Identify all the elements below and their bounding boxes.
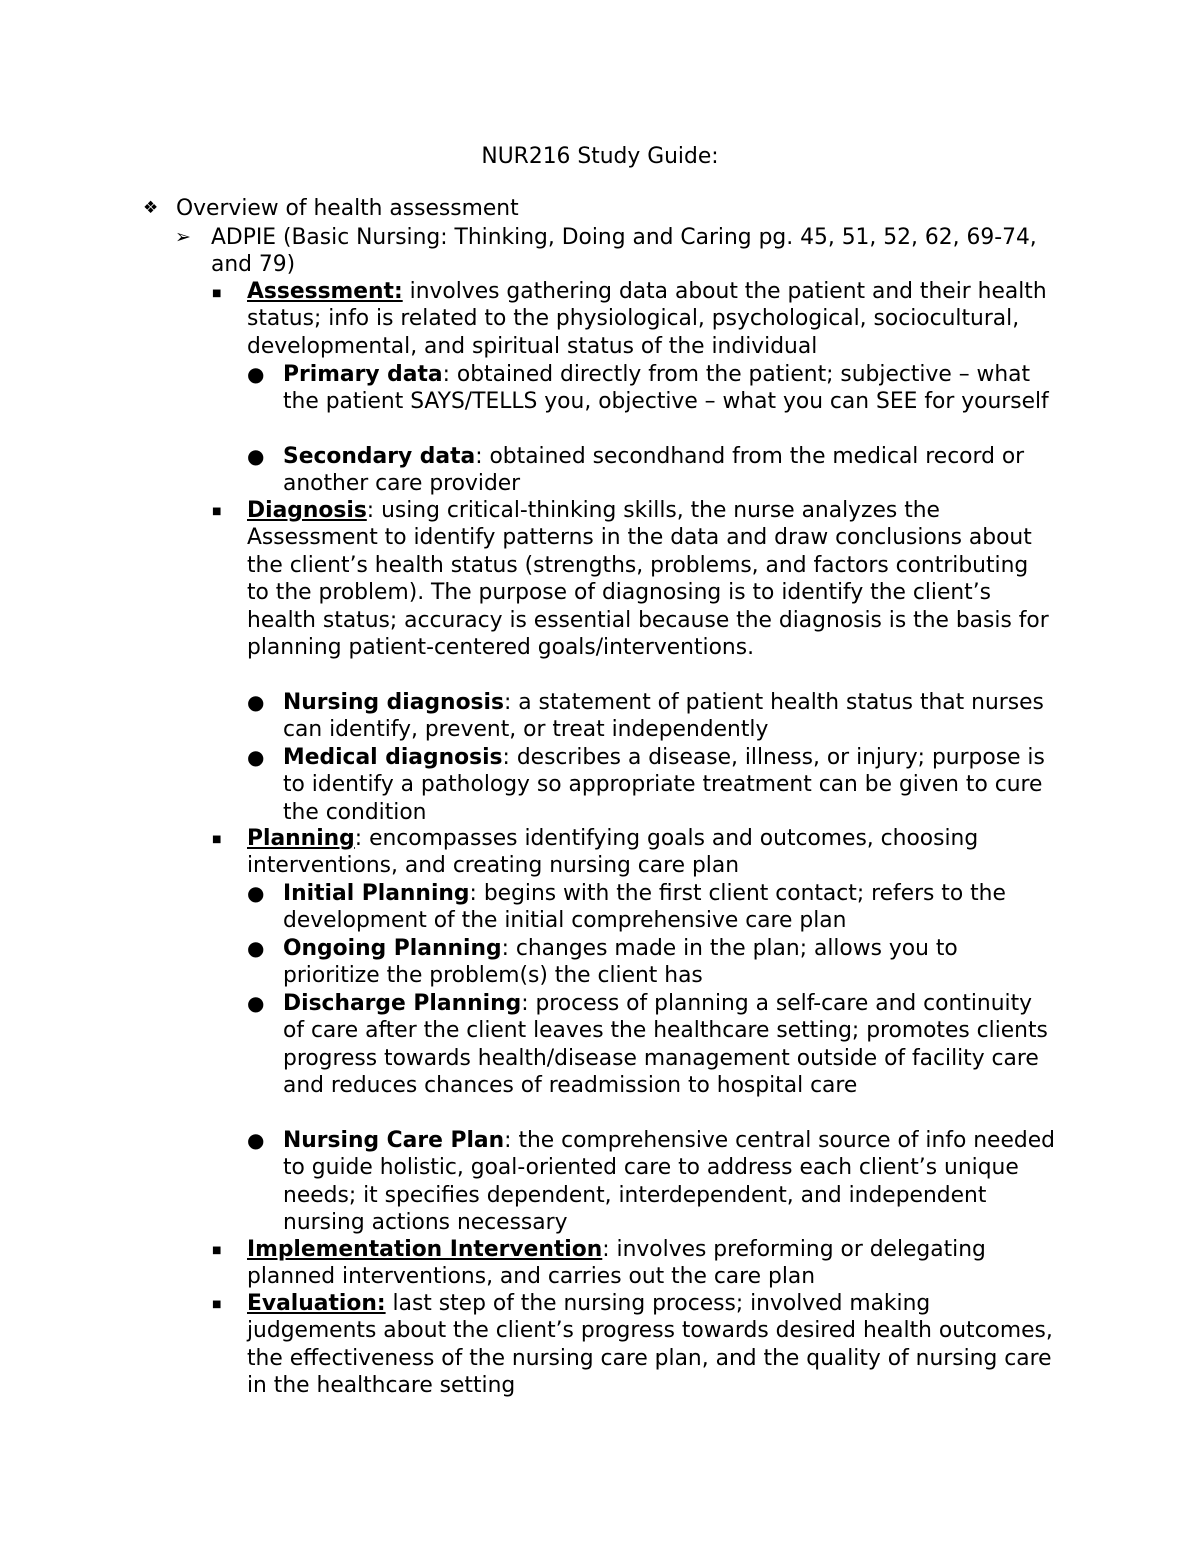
- square-bullet-icon: ■: [212, 834, 222, 845]
- secondary-data-item: [283, 443, 1058, 498]
- ongoing-planning-text: : changes made in the plan; allows you to prioritize the problem(s) the client has: [283, 936, 958, 989]
- planning-text: : encompasses identifying goals and outcomes, choosing interventions, and creating nursing care plan: [247, 826, 979, 879]
- discharge-planning-item: [283, 990, 1058, 1100]
- square-bullet-icon: ■: [212, 1245, 222, 1256]
- primary-data-term: Primary data: [283, 362, 443, 387]
- medical-diagnosis-term: Medical diagnosis: [283, 745, 503, 770]
- diamond-bullet-icon: ❖: [143, 198, 159, 218]
- adpie-item: ADPIE (Basic Nursing: Thinking, Doing and Caring pg. 45, 51, 52, 62, 69-74, and 79): [211, 225, 1037, 278]
- dot-bullet-icon: ●: [247, 936, 265, 960]
- discharge-planning-term: Discharge Planning: [283, 991, 522, 1016]
- nursing-care-plan-item: [283, 1127, 1058, 1237]
- assessment-item: [247, 278, 1057, 360]
- square-bullet-icon: ■: [212, 288, 222, 299]
- diagnosis-text: : using critical-thinking skills, the nurse analyzes the Assessment to identify patterns in the data and draw conclusions about the client’s health status (strengths, problems, and factors contributing to the problem). The purpose of diagnosing is to identify the client’s health status; accuracy is essential because the diagnosis is the basis for planning patient-centered goals/interventions.: [247, 498, 1049, 661]
- medical-diagnosis-item: [283, 744, 1058, 826]
- dot-bullet-icon: ●: [247, 444, 265, 468]
- ongoing-planning-term: Ongoing Planning: [283, 936, 502, 961]
- planning-term: Planning: [247, 826, 355, 851]
- dot-bullet-icon: ●: [247, 881, 265, 905]
- discharge-planning-text: : process of planning a self-care and continuity of care after the client leaves the healthcare setting; promotes clients progress towards health/disease management outside of facility care and reduces chances of readmission to hospital care: [283, 991, 1048, 1099]
- overview-heading: Overview of health assessment: [176, 196, 519, 221]
- diagnosis-item: [247, 497, 1057, 661]
- square-bullet-icon: ■: [212, 506, 222, 517]
- primary-data-item: [283, 361, 1058, 416]
- implementation-term: Implementation Intervention: [247, 1237, 603, 1262]
- diagnosis-term: Diagnosis: [247, 498, 367, 523]
- assessment-text: involves gathering data about the patient and their health status; info is related to the physiological, psychological, sociocultural, developmental, and spiritual status of the individual: [247, 279, 1047, 359]
- square-bullet-icon: ■: [212, 1299, 222, 1310]
- dot-bullet-icon: ●: [247, 745, 265, 769]
- dot-bullet-icon: ●: [247, 690, 265, 714]
- medical-diagnosis-text: : describes a disease, illness, or injury; purpose is to identify a pathology so appropriate treatment can be given to cure the condition: [283, 745, 1045, 825]
- initial-planning-term: Initial Planning: [283, 881, 470, 906]
- nursing-diagnosis-term: Nursing diagnosis: [283, 690, 504, 715]
- ongoing-planning-item: [283, 935, 1058, 990]
- nursing-diagnosis-item: [283, 689, 1058, 744]
- secondary-data-term: Secondary data: [283, 444, 476, 469]
- secondary-data-text: : obtained secondhand from the medical record or another care provider: [283, 444, 1025, 497]
- dot-bullet-icon: ●: [247, 991, 265, 1015]
- evaluation-term: Evaluation:: [247, 1291, 386, 1316]
- nursing-diagnosis-text: : a statement of patient health status that nurses can identify, prevent, or treat independently: [283, 690, 1044, 743]
- dot-bullet-icon: ●: [247, 1128, 265, 1152]
- assessment-term: Assessment:: [247, 279, 403, 304]
- initial-planning-text: : begins with the first client contact; refers to the development of the initial comprehensive care plan: [283, 881, 1006, 934]
- implementation-item: [247, 1236, 1057, 1291]
- dot-bullet-icon: ●: [247, 362, 265, 386]
- initial-planning-item: [283, 880, 1058, 935]
- evaluation-item: [247, 1290, 1057, 1400]
- evaluation-text: last step of the nursing process; involved making judgements about the client’s progress towards desired health outcomes, the effectiveness of the nursing care plan, and the quality of nursing care in the healthcare setting: [247, 1291, 1053, 1399]
- nursing-care-plan-text: : the comprehensive central source of info needed to guide holistic, goal-oriented care to address each client’s unique needs; it specifies dependent, interdependent, and independent nursing actions necessary: [283, 1128, 1055, 1236]
- arrowhead-bullet-icon: ➢: [175, 226, 191, 248]
- primary-data-text: : obtained directly from the patient; subjective – what the patient SAYS/TELLS you, objective – what you can SEE for yourself: [283, 362, 1049, 415]
- implementation-text: : involves preforming or delegating planned interventions, and carries out the care plan: [247, 1237, 986, 1290]
- page-title: NUR216 Study Guide:: [481, 144, 719, 169]
- planning-item: [247, 825, 1057, 880]
- nursing-care-plan-term: Nursing Care Plan: [283, 1128, 505, 1153]
